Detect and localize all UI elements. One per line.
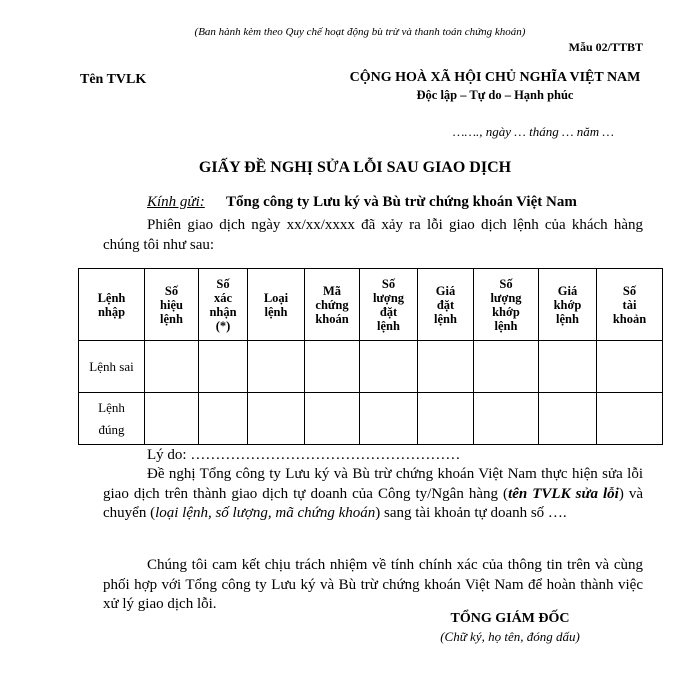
col-header-matched-quantity: Số lượng khớp lệnh [474, 269, 539, 341]
col-header-account-number: Số tài khoản [597, 269, 663, 341]
table-cell [248, 341, 305, 393]
intro-paragraph [103, 216, 643, 255]
request-paragraph [103, 465, 643, 524]
table-cell [418, 393, 474, 445]
table-row-correct-order [79, 393, 663, 445]
table-cell [145, 393, 199, 445]
table-header-row [79, 269, 663, 341]
national-title: CỘNG HOÀ XÃ HỘI CHỦ NGHĨA VIỆT NAM [349, 70, 641, 85]
national-motto: Độc lập – Tự do – Hạnh phúc [416, 88, 574, 102]
request-transfer-details: loại lệnh, số lượng, mã chứng khoán [155, 505, 376, 521]
commitment-paragraph [103, 556, 643, 615]
table-cell [539, 393, 597, 445]
member-name-label: Tên TVLK [80, 72, 147, 87]
table-cell [597, 393, 663, 445]
col-header-order-price: Giá đặt lệnh [418, 269, 474, 341]
request-text-2: ) và chuyển ( [103, 485, 643, 521]
table-cell [145, 341, 199, 393]
commitment-text: Chúng tôi cam kết chịu trách nhiệm về tính chính xác của thông tin trên và cùng phối hợp với Tổng công ty Lưu ký và Bù trừ chứng khoán Việt Nam để hoàn thành việc xử lý giao dịch lỗi. [103, 557, 643, 612]
table-cell [305, 341, 360, 393]
reason-section [103, 446, 643, 466]
col-header-entered-order: Lệnh nhập [79, 269, 145, 341]
table-cell [474, 341, 539, 393]
request-text-1: Đề nghị Tổng công ty Lưu ký và Bù trừ chứng khoán Việt Nam thực hiện sửa lỗi giao dịch trên thành giao dịch tự doanh của Công ty/Ngân hàng ( [103, 466, 643, 502]
table-cell [360, 341, 418, 393]
intro-text: Phiên giao dịch ngày xx/xx/xxxx đã xảy ra lỗi giao dịch lệnh của khách hàng chúng tôi như sau: [103, 217, 643, 253]
col-header-security-code: Mã chứng khoán [305, 269, 360, 341]
table-cell [597, 341, 663, 393]
table-cell [474, 393, 539, 445]
request-member-placeholder: tên TVLK sửa lỗi [508, 485, 619, 502]
col-header-matched-price: Giá khớp lệnh [539, 269, 597, 341]
form-code: Mẫu 02/TTBT [568, 40, 643, 54]
table-cell [305, 393, 360, 445]
recipient-label: Kính gửi: [147, 194, 205, 210]
document-title: GIẤY ĐỀ NGHỊ SỬA LỖI SAU GIAO DỊCH [198, 159, 512, 176]
recipient-name: Tổng công ty Lưu ký và Bù trừ chứng khoán Việt Nam [226, 194, 577, 210]
reason-line: Lý do: ……………………………………………… [147, 447, 461, 463]
issuance-note: (Ban hành kèm theo Quy chế hoạt động bù trừ và thanh toán chứng khoán) [194, 26, 526, 38]
col-header-order-type: Loại lệnh [248, 269, 305, 341]
table-cell [199, 341, 248, 393]
col-header-order-number: Số hiệu lệnh [145, 269, 199, 341]
table-row-wrong-order [79, 341, 663, 393]
signature-note: (Chữ ký, họ tên, đóng dấu) [440, 629, 580, 644]
table-cell [360, 393, 418, 445]
order-error-table [78, 268, 663, 445]
row-label-correct-order: Lệnh đúng [79, 393, 145, 445]
col-header-order-quantity: Số lượng đặt lệnh [360, 269, 418, 341]
request-text-3: ) sang tài khoản tự doanh số …. [375, 505, 567, 521]
row-label-wrong-order: Lệnh sai [79, 341, 145, 393]
table-cell [199, 393, 248, 445]
table-cell [539, 341, 597, 393]
table-cell [248, 393, 305, 445]
date-line: ……., ngày … tháng … năm … [452, 124, 614, 139]
col-header-confirmation-number: Số xác nhận (*) [199, 269, 248, 341]
signer-title: TỔNG GIÁM ĐỐC [450, 611, 570, 626]
table-cell [418, 341, 474, 393]
